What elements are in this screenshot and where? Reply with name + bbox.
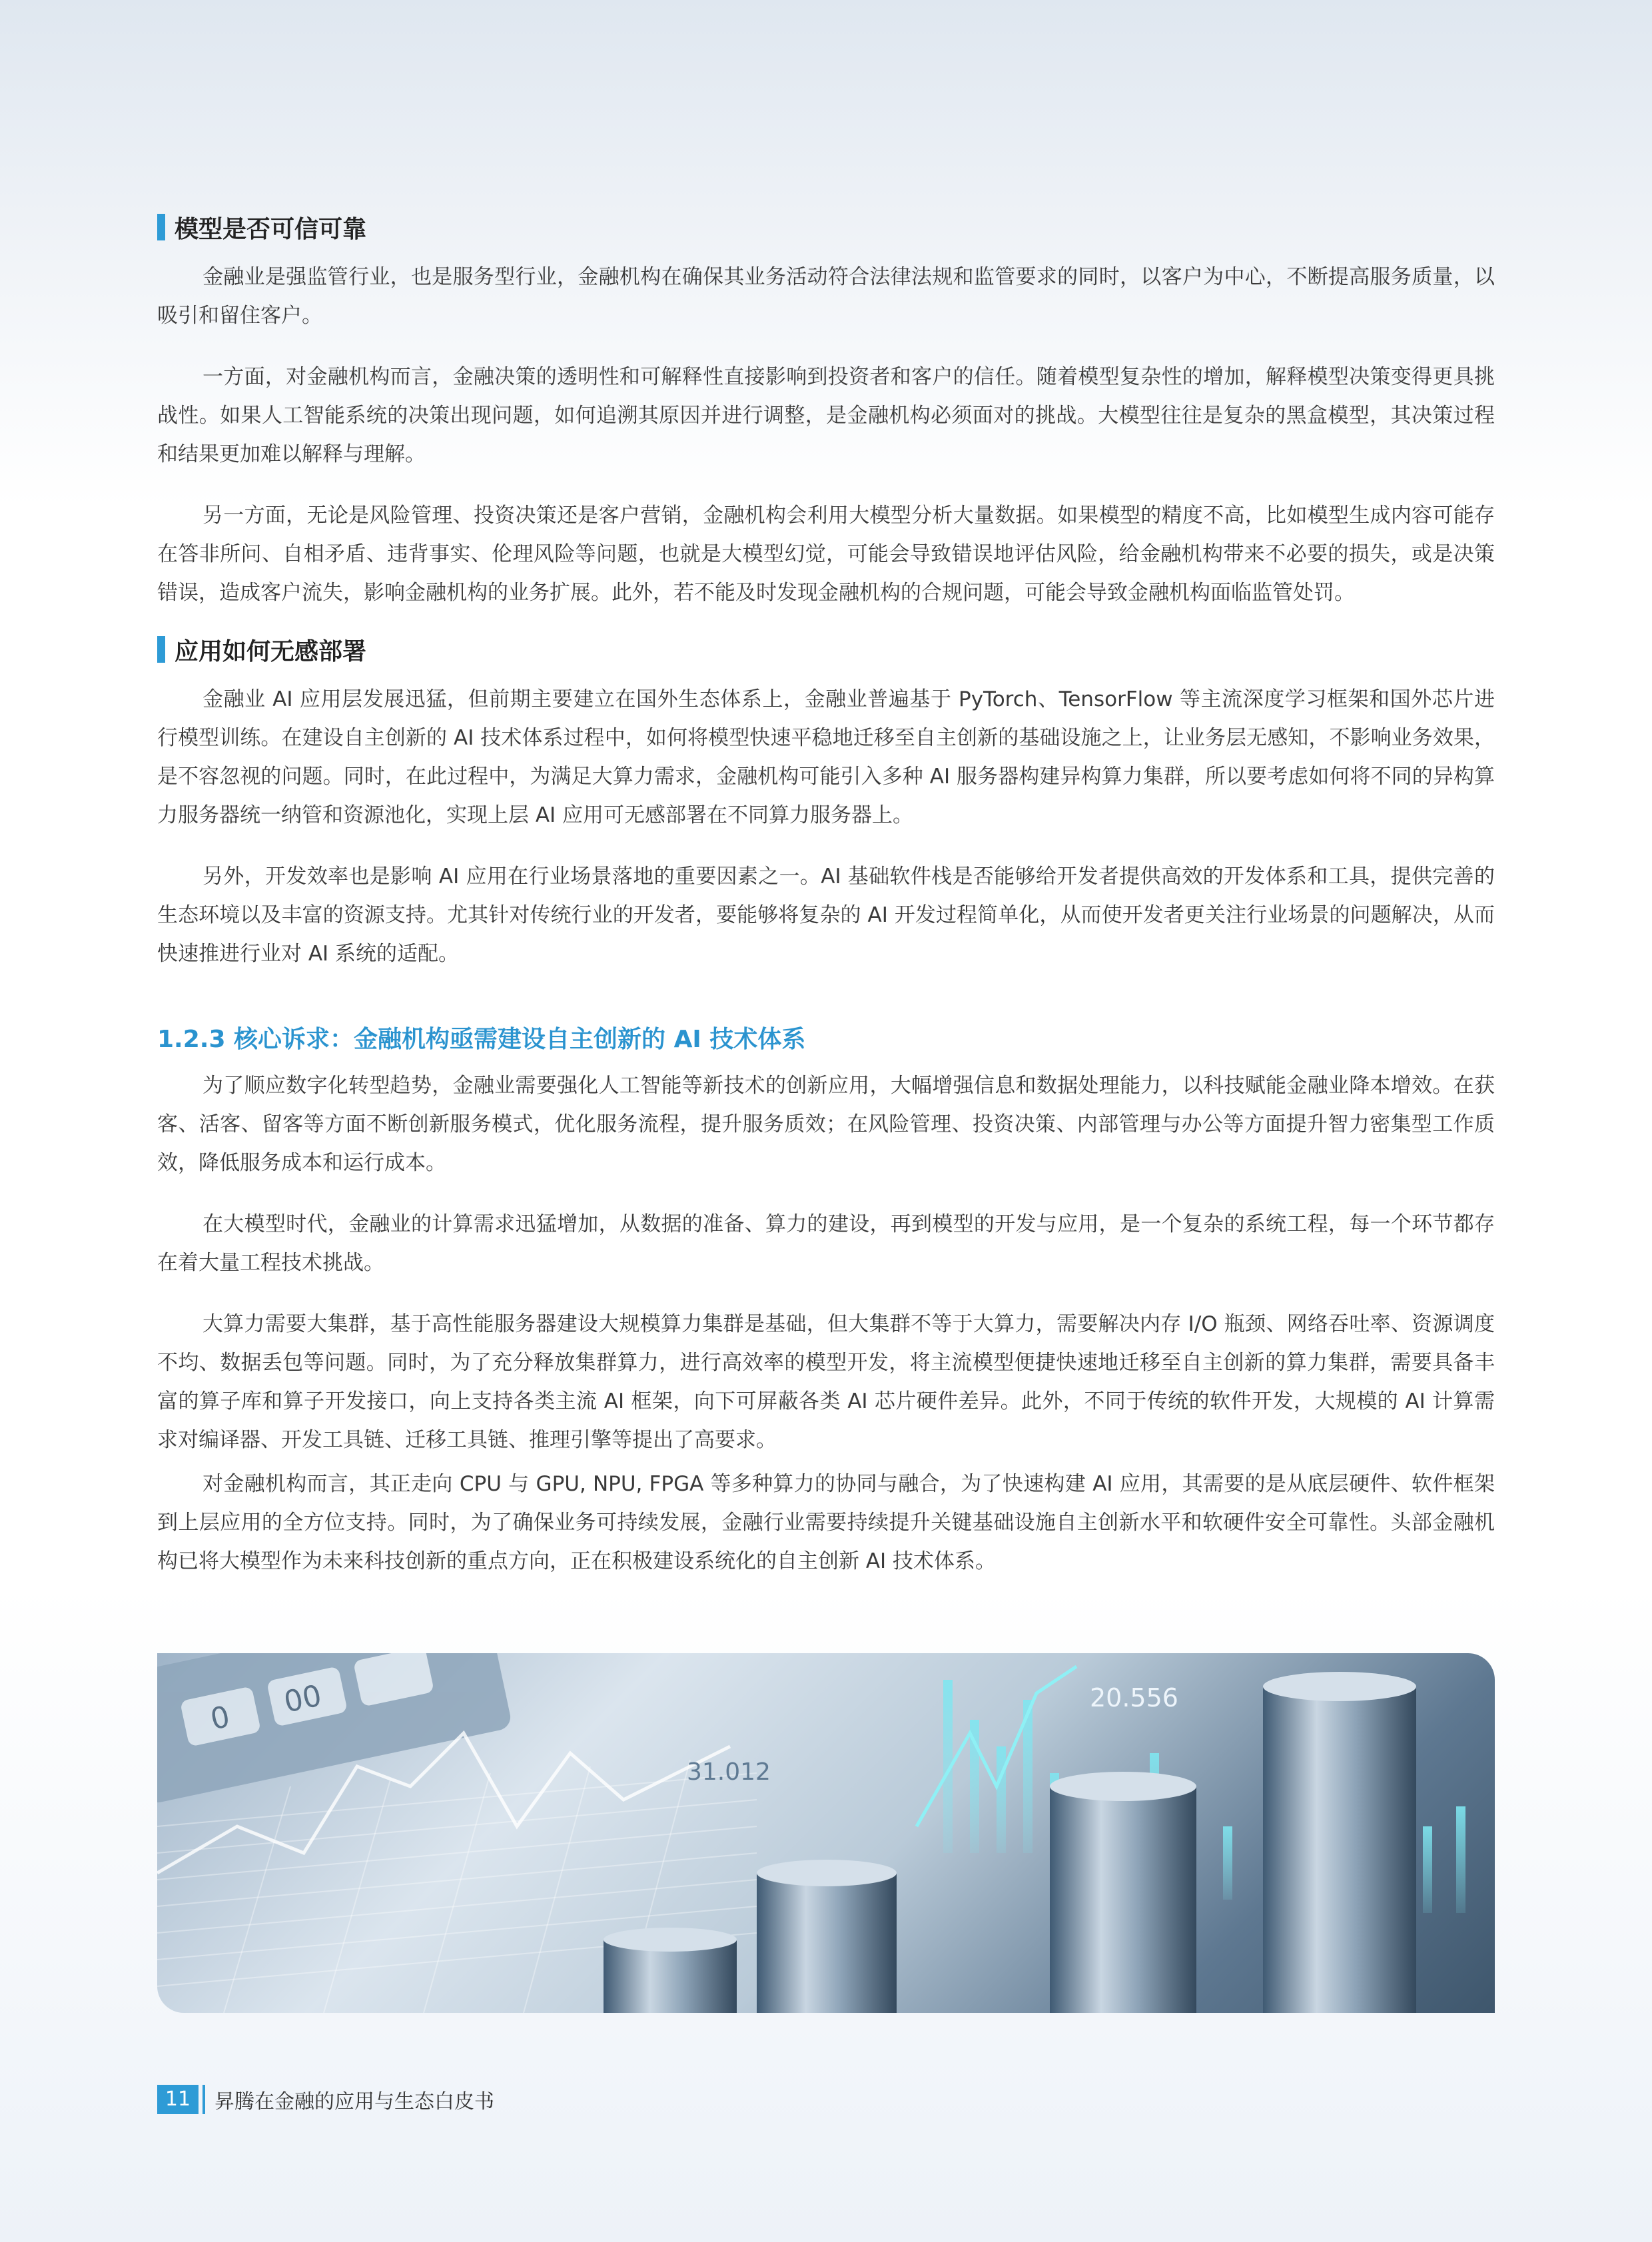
paragraph: 金融业 AI 应用层发展迅猛，但前期主要建立在国外生态体系上，金融业普遍基于 PyTorch、TensorFlow 等主流深度学习框架和国外芯片进行模型训练。在建设自主创新的 AI 技术体系过程中，如何将模型快速平稳地迁移至自主创新的基础设施之上，让业务层无感知，不影响业务效果，是不容忽视的问题。同时，在此过程中，为满足大算力需求，金融机构可能引入多种 AI 服务器构建异构算力集群，所以要考虑如何将不同的异构算力服务器统一纳管和资源池化，实现上层 AI 应用可无感部署在不同算力服务器上。 bbox=[157, 687, 1495, 827]
section-heading-text: 模型是否可信可靠 bbox=[175, 215, 367, 243]
footer-title: 昇腾在金融的应用与生态白皮书 bbox=[214, 2090, 494, 2113]
subsection-heading: 1.2.3 核心诉求：金融机构亟需建设自主创新的 AI 技术体系 bbox=[157, 1026, 806, 1053]
calculator-key: 00 bbox=[280, 1679, 325, 1720]
paragraph: 对金融机构而言，其正走向 CPU 与 GPU, NPU, FPGA 等多种算力的协同与融合，为了快速构建 AI 应用，其需要的是从底层硬件、软件框架到上层应用的全方位支持。同时，为了确保业务可持续发展，金融行业需要持续提升关键基础设施自主创新水平和软硬件安全可靠性。头部金融机构已将大模型作为未来科技创新的重点方向，正在积极建设系统化的自主创新 AI 技术体系。 bbox=[157, 1472, 1495, 1573]
photo-label-left: 31.012 bbox=[687, 1758, 771, 1786]
footer-divider bbox=[203, 2085, 205, 2114]
finance-illustration-svg bbox=[157, 1653, 1495, 2013]
paragraph: 另一方面，无论是风险管理、投资决策还是客户营销，金融机构会利用大模型分析大量数据。如果模型的精度不高，比如模型生成内容可能存在答非所问、自相矛盾、违背事实、伦理风险等问题，也就是大模型幻觉，可能会导致错误地评估风险，给金融机构带来不必要的损失，或是决策错误，造成客户流失，影响金融机构的业务扩展。此外，若不能及时发现金融机构的合规问题，可能会导致金融机构面临监管处罚。 bbox=[157, 504, 1495, 605]
paragraph: 在大模型时代，金融业的计算需求迅猛增加，从数据的准备、算力的建设，再到模型的开发与应用，是一个复杂的系统工程，每一个环节都存在着大量工程技术挑战。 bbox=[157, 1212, 1495, 1275]
page-content bbox=[157, 210, 1495, 1581]
paragraph: 为了顺应数字化转型趋势，金融业需要强化人工智能等新技术的创新应用，大幅增强信息和数据处理能力，以科技赋能金融业降本增效。在获客、活客、留客等方面不断创新服务模式，优化服务流程，提升服务质效；在风险管理、投资决策、内部管理与办公等方面提升智力密集型工作质效，降低服务成本和运行成本。 bbox=[157, 1074, 1495, 1175]
paragraph: 大算力需要大集群，基于高性能服务器建设大规模算力集群是基础，但大集群不等于大算力，需要解决内存 I/O 瓶颈、网络吞吐率、资源调度不均、数据丢包等问题。同时，为了充分释放集群算力，进行高效率的模型开发，将主流模型便捷快速地迁移至自主创新的算力集群，需要具备丰富的算子库和算子开发接口，向上支持各类主流 AI 框架，向下可屏蔽各类 AI 芯片硬件差异。此外，不同于传统的软件开发，大规模的 AI 计算需求对编译器、开发工具链、迁移工具链、推理引擎等提出了高要求。 bbox=[157, 1312, 1495, 1452]
calculator-graphic bbox=[157, 1653, 513, 1805]
page-number: 11 bbox=[157, 2085, 199, 2114]
section-heading-trust bbox=[157, 210, 1495, 244]
coin-stacks bbox=[604, 1672, 1416, 2013]
photo-label-right: 20.556 bbox=[1090, 1683, 1178, 1712]
section-heading-text: 应用如何无感部署 bbox=[175, 637, 367, 665]
paragraph: 金融业是强监管行业，也是服务型行业，金融机构在确保其业务活动符合法律法规和监管要求的同时，以客户为中心，不断提高服务质量，以吸引和留住客户。 bbox=[157, 265, 1495, 328]
section-heading-deploy bbox=[157, 632, 1495, 667]
finance-illustration bbox=[157, 1653, 1495, 2013]
calculator-key: 0 bbox=[207, 1699, 233, 1737]
heading-accent-bar bbox=[157, 636, 165, 663]
paragraph: 一方面，对金融机构而言，金融决策的透明性和可解释性直接影响到投资者和客户的信任。随着模型复杂性的增加，解释模型决策变得更具挑战性。如果人工智能系统的决策出现问题，如何追溯其原因并进行调整，是金融机构必须面对的挑战。大模型往往是复杂的黑盒模型，其决策过程和结果更加难以解释与理解。 bbox=[157, 365, 1495, 466]
page-footer bbox=[157, 2083, 494, 2115]
heading-accent-bar bbox=[157, 214, 165, 240]
paragraph: 另外，开发效率也是影响 AI 应用在行业场景落地的重要因素之一。AI 基础软件栈是否能够给开发者提供高效的开发体系和工具，提供完善的生态环境以及丰富的资源支持。尤其针对传统行业的开发者，要能够将复杂的 AI 开发过程简单化，从而使开发者更关注行业场景的问题解决，从而快速推进行业对 AI 系统的适配。 bbox=[157, 865, 1495, 966]
